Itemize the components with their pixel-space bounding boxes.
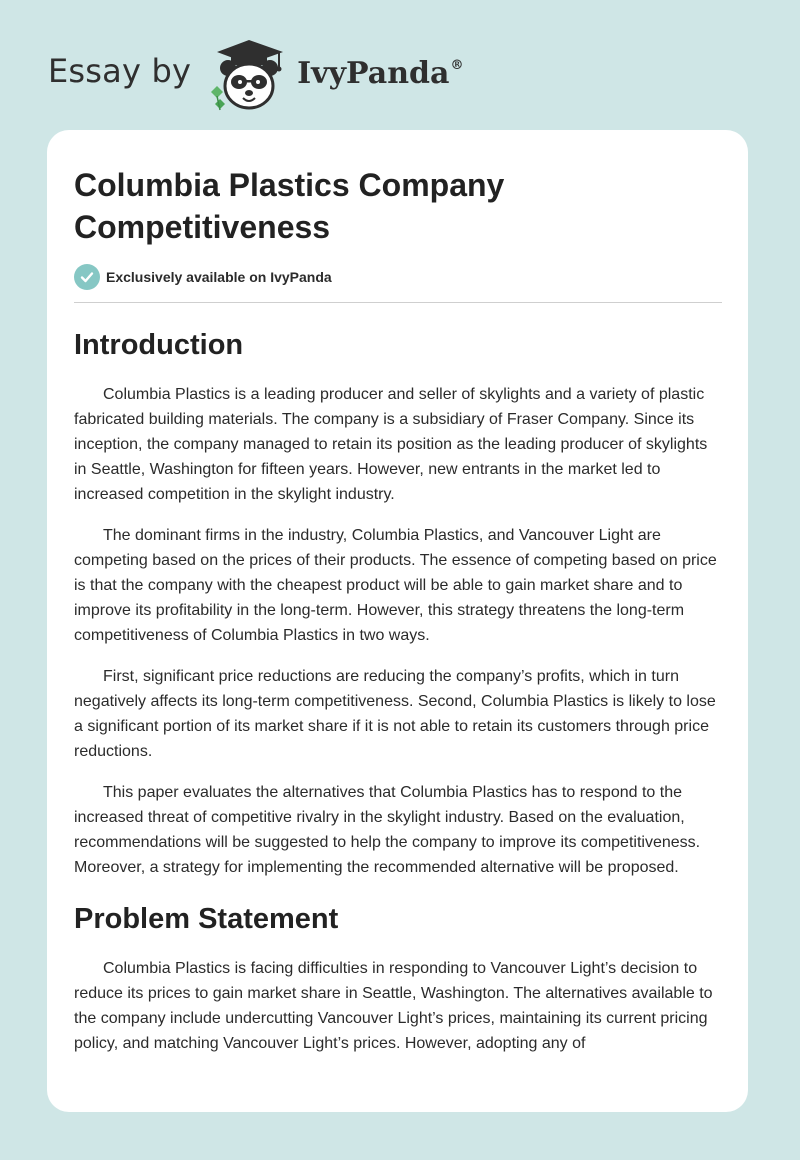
divider [74,302,722,303]
page-title: Columbia Plastics Company Competitiveness [74,167,505,245]
paragraph: Columbia Plastics is facing difficulties in responding to Vancouver Light’s decision to reduce its prices to gain market share in Seattle, Washington. The alternatives available to the company include undercutting Vancouver Light’s prices, maintaining its current pricing policy, and matching Vancouver Light’s prices. However, adopting any of [74,960,713,1052]
registered-mark: ® [450,57,464,73]
exclusive-label: Exclusively available on IvyPanda [106,269,332,285]
paragraph: The dominant firms in the industry, Columbia Plastics, and Vancouver Light are competing based on the prices of their products. The essence of competing based on price is that the company with the cheapest product will be able to gain market share and to improve its profitability in the long-term. However, this strategy threatens the long-term competitiveness of Columbia Plastics in two ways. [74,527,717,644]
paragraph: Columbia Plastics is a leading producer and seller of skylights and a variety of plastic fabricated building materials. The company is a subsidiary of Fraser Company. Since its inception, the company managed to retain its position as the leading producer of skylights in Seattle, Washington for fifteen years. However, new entrants in the market led to increased competition in the skylight industry. [74,386,708,503]
ivypanda-logo-icon[interactable] [203,36,293,112]
paragraph: First, significant price reductions are reducing the company’s profits, which in turn negatively affects its long-term competitiveness. Second, Columbia Plastics is likely to lose a significant portion of its market share if it is not able to retain its customers through price reductions. [74,668,716,760]
essay-card [47,130,748,1112]
exclusive-badge [74,264,332,290]
essay-by-label: Essay by [48,52,192,90]
check-icon [74,264,100,290]
paragraph: This paper evaluates the alternatives that Columbia Plastics has to respond to the increased threat of competitive rivalry in the skylight industry. Based on the evaluation, recommendations will be suggested to help the company to improve its competitiveness. Moreover, a strategy for implementing the recommended alternative will be proposed. [74,784,701,876]
site-header [48,34,463,114]
section-heading-problem-statement: Problem Statement [74,903,339,935]
section-heading-introduction: Introduction [74,329,244,361]
brand-name[interactable]: IvyPanda® [297,55,464,91]
article-body [74,320,722,1056]
